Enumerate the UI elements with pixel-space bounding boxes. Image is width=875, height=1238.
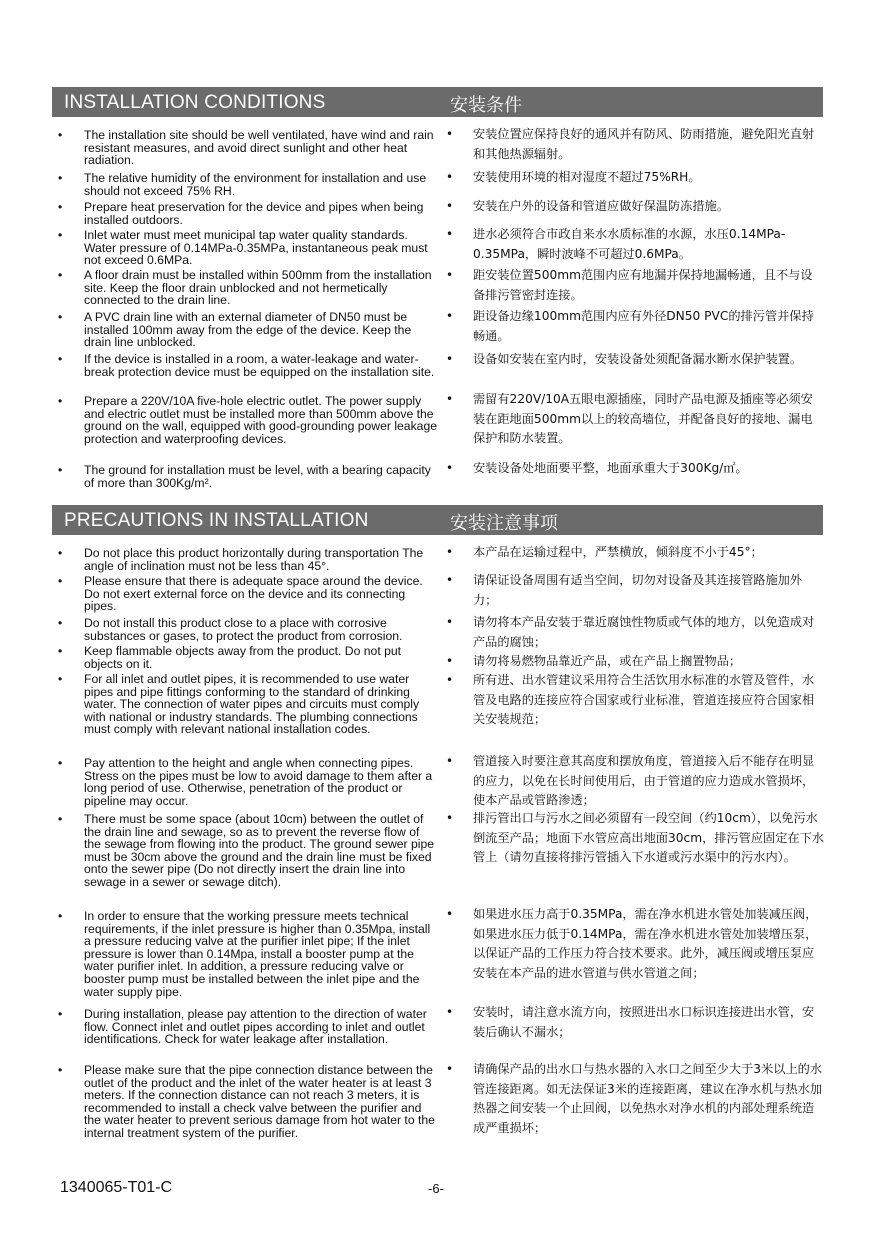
list-item: • Inlet water must meet municipal tap water quality standards. Water pressure of 0.14MPa-0.35MPa, instantaneous peak must not exceed 0.6MPa. bbox=[58, 228, 428, 268]
page-number: -6- bbox=[428, 1181, 444, 1196]
list-item: • 请确保产品的出水口与热水器的入水口之间至少大于3米以上的水管连接距离。如无法保证3米的连接距离，建议在净水机与热水加热器之间安装一个止回阀，以免热水对净水机的内部处理系统造成严重损坏； bbox=[446, 1062, 823, 1135]
list-item: • 请勿将本产品安装于靠近腐蚀性物质或气体的地方，以免造成对产品的腐蚀； bbox=[446, 615, 815, 649]
list-item: • A PVC drain line with an external diameter of DN50 must be installed 100mm away from the edge of the device. Keep the drain line unblocked. bbox=[58, 310, 412, 350]
list-item: • 本产品在运输过程中，严禁横放，倾斜度不小于45°； bbox=[446, 545, 763, 559]
list-item: • 排污管出口与污水之间必须留有一段空间（约10cm），以免污水倒流至产品；地面下水管应高出地面30cm，排污管应固定在下水管上（请勿直接将排污管插入下水道或污水渠中的污水内）。 bbox=[446, 811, 824, 864]
list-item: • Prepare heat preservation for the device and pipes when being installed outdoors. bbox=[58, 200, 424, 227]
document-code: 1340065-T01-C bbox=[60, 1179, 173, 1196]
section-title-en: INSTALLATION CONDITIONS bbox=[64, 92, 326, 113]
list-item: • 安装在户外的设备和管道应做好保温防冻措施。 bbox=[446, 199, 729, 213]
section-title-cn: 安装注意事项 bbox=[450, 513, 558, 534]
list-item: • 安装时，请注意水流方向，按照进出水口标识连接进出水管，安装后确认不漏水； bbox=[446, 1005, 815, 1039]
list-item: • Pay attention to the height and angle when connecting pipes. Stress on the pipes must be low to avoid damage to them after a long period of use. Otherwise, penetration of the product or pipeline may occur. bbox=[58, 756, 433, 808]
section-title-en: PRECAUTIONS IN INSTALLATION bbox=[64, 510, 369, 531]
section-header-precautions bbox=[52, 505, 823, 535]
list-item: • Prepare a 220V/10A five-hole electric outlet. The power supply and electric outlet must be installed more than 500mm above the ground on the wall, equipped with good-grounding power leakage protection and waterproofing devices. bbox=[58, 394, 438, 446]
list-item: • A floor drain must be installed within 500mm from the installation site. Keep the floor drain unblocked and not hermetically connected to the drain line. bbox=[58, 268, 432, 308]
list-item: • 距安装位置500mm范围内应有地漏并保持地漏畅通，且不与设备排污管密封连接。 bbox=[446, 268, 813, 302]
section-header-installation-conditions bbox=[52, 87, 823, 117]
list-item: • Do not install this product close to a place with corrosive substances or gases, to protect the product from corrosion. bbox=[58, 616, 403, 643]
list-item: • Please make sure that the pipe connection distance between the outlet of the product and the inlet of the water heater is at least 3 meters. If the connection distance can not reach 3 meters, it is recommended to install a check valve between the purifier and the water heater to prevent serious damage from hot water to the internal treatment system of the purifier. bbox=[58, 1063, 435, 1140]
list-item: • During installation, please pay attention to the direction of water flow. Connect inlet and outlet pipes according to inlet and outlet identifications. Check for water leakage after installation. bbox=[58, 1007, 427, 1047]
list-item: • Please ensure that there is adequate space around the device. Do not exert external force on the device and its connecting pipes. bbox=[58, 574, 423, 614]
list-item: • Keep flammable objects away from the product. Do not put objects on it. bbox=[58, 644, 402, 671]
list-item: • In order to ensure that the working pressure meets technical requirements, if the inlet pressure is higher than 0.35Mpa, install a pressure reducing valve at the purifier inlet pipe; If the inlet pressure is lower than 0.14Mpa, install a booster pump at the water purifier inlet. In addition, a pressure reducing valve or booster pump must be installed between the inlet pipe and the water supply pipe. bbox=[58, 909, 431, 999]
list-item: • 管道接入时要注意其高度和摆放角度，管道接入后不能存在明显的应力，以免在长时间使用后，由于管道的应力造成水管损坏，使本产品或管路渗透； bbox=[446, 754, 815, 807]
list-item: • 设备如安装在室内时，安装设备处须配备漏水断水保护装置。 bbox=[446, 352, 803, 366]
list-item: • 请勿将易燃物品靠近产品，或在产品上搁置物品； bbox=[446, 654, 742, 668]
list-item: • 距设备边缘100mm范围内应有外径DN50 PVC的排污管并保持畅通。 bbox=[446, 309, 814, 343]
list-item: • Do not place this product horizontally during transportation The angle of inclination must not be less than 45°. bbox=[58, 546, 424, 573]
list-item: • 如果进水压力高于0.35MPa，需在净水机进水管处加装减压阀，如果进水压力低于0.14MPa，需在净水机进水管处加装增压泵，以保证产品的工作压力符合技术要求。此外，减压阀或增压泵应安装在本产品的进水管道与供水管道之间； bbox=[446, 907, 818, 980]
section-title-cn: 安装条件 bbox=[450, 95, 522, 116]
list-item: • 安装位置应保持良好的通风并有防风、防雨措施，避免阳光直射和其他热源辐射。 bbox=[446, 127, 815, 161]
list-item: • 所有进、出水管建议采用符合生活饮用水标准的水管及管件，水管及电路的连接应符合国家或行业标准，管道连接应符合国家相关安装规范； bbox=[446, 673, 815, 726]
list-item: • 进水必须符合市政自来水水质标准的水源，水压0.14MPa-0.35MPa，瞬时波峰不可超过0.6MPa。 bbox=[446, 227, 786, 261]
list-item: • 安装使用环境的相对湿度不超过75%RH。 bbox=[446, 170, 701, 184]
list-item: • 需留有220V/10A五眼电源插座，同时产品电源及插座等必须安装在距地面500mm以上的较高墙位，并配备良好的接地、漏电保护和防水装置。 bbox=[446, 392, 813, 445]
list-item: • The installation site should be well ventilated, have wind and rain resistant measures, and avoid direct sunlight and other heat radiation. bbox=[58, 128, 434, 168]
list-item: • For all inlet and outlet pipes, it is recommended to use water pipes and pipe fittings conforming to the standard of drinking water. The connection of water pipes and circuits must comply with national or industry standards. The plumbing connections must comply with relevant national installation codes. bbox=[58, 672, 420, 737]
list-item: • 请保证设备周围有适当空间，切勿对设备及其连接管路施加外力； bbox=[446, 573, 803, 607]
list-item: • 安装设备处地面要平整，地面承重大于300Kg/㎡。 bbox=[446, 461, 748, 475]
list-item: • There must be some space (about 10cm) between the outlet of the drain line and sewage, so as to prevent the reverse flow of the sewage from flowing into the product. The ground sewer pipe must be 30cm above the ground and the drain line must be fixed onto the sewer pipe (Do not directly insert the drain line into sewage in a sewer or sewage ditch). bbox=[58, 812, 435, 889]
list-item: • If the device is installed in a room, a water-leakage and water-break protection device must be equipped on the installation site. bbox=[58, 352, 435, 379]
list-item: • The ground for installation must be level, with a bearing capacity of more than 300Kg/m². bbox=[58, 463, 431, 490]
list-item: • The relative humidity of the environment for installation and use should not exceed 75% RH. bbox=[58, 171, 427, 198]
